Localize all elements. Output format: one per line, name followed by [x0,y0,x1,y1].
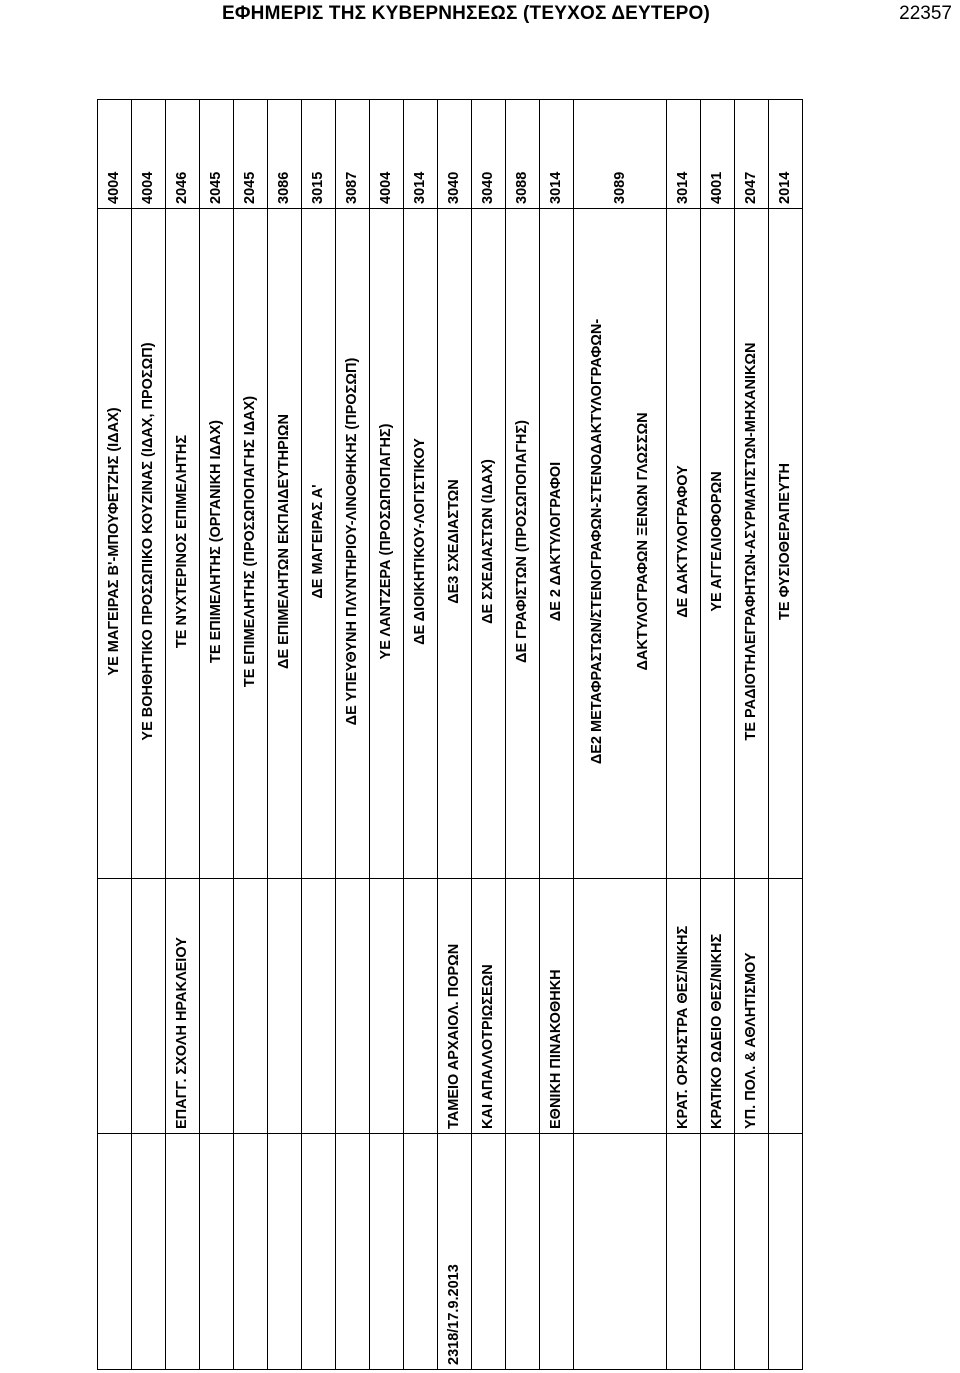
code-cell: 4004 [98,100,132,209]
specialty-cell: ΔΕ ΔΙΟΙΚΗΤΙΚΟΥ-ΛΟΓΙΣΤΙΚΟΥ [404,209,438,879]
table-row [370,100,404,1370]
service-cell: ΕΘΝΙΚΗ ΠΙΝΑΚΟΘΗΚΗ [540,879,574,1134]
table-row [506,100,540,1370]
service-cell: ΚΑΙ ΑΠΑΛΛΟΤΡΙΩΣΕΩΝ [472,879,506,1134]
table-row [200,100,234,1370]
decision-cell [234,1134,268,1370]
decision-cell [132,1134,166,1370]
table-row [132,100,166,1370]
specialty-cell: ΔΕ ΜΑΓΕΙΡΑΣ Α' [302,209,336,879]
code-cell: 2014 [769,100,803,209]
table-row [574,100,667,1370]
table-row [540,100,574,1370]
decision-cell [506,1134,540,1370]
service-cell [268,879,302,1134]
decision-cell [166,1134,200,1370]
service-cell [506,879,540,1134]
service-cell [200,879,234,1134]
service-cell [302,879,336,1134]
specialty-cell: ΤΕ ΦΥΣΙΟΘΕΡΑΠΕΥΤΗ [769,209,803,879]
code-cell: 3088 [506,100,540,209]
code-cell: 4004 [132,100,166,209]
specialty-cell: ΥΕ ΑΓΓΕΛΙΟΦΟΡΩΝ [701,209,735,879]
table-row [667,100,701,1370]
decision-cell [370,1134,404,1370]
table-row [438,100,472,1370]
service-cell: ΤΑΜΕΙΟ ΑΡΧΑΙΟΛ. ΠΟΡΩΝ [438,879,472,1134]
decision-cell [735,1134,769,1370]
table-row [701,100,735,1370]
specialty-cell: ΥΕ ΛΑΝΤΖΕΡΑ (ΠΡΟΣΩΠΟΠΑΓΗΣ) [370,209,404,879]
decision-cell [268,1134,302,1370]
code-cell: 3089 [574,100,667,209]
table-row [166,100,200,1370]
code-cell: 3014 [540,100,574,209]
specialty-cell: ΥΕ ΒΟΗΘΗΤΙΚΟ ΠΡΟΣΩΠΙΚΟ ΚΟΥΖΙΝΑΣ (ΙΔΑΧ, ΠΡΟΣΩΠ) [132,209,166,879]
table-row [302,100,336,1370]
decision-cell [200,1134,234,1370]
table-row [404,100,438,1370]
gazette-title: ΕΦΗΜΕΡΙΣ ΤΗΣ ΚΥΒΕΡΝΗΣΕΩΣ (ΤΕΥΧΟΣ ΔΕΥΤΕΡΟ) [222,3,710,24]
code-cell: 3014 [404,100,438,209]
service-cell [404,879,438,1134]
service-cell [370,879,404,1134]
specialty-cell: ΤΕ ΕΠΙΜΕΛΗΤΗΣ (ΠΡΟΣΩΠΟΠΑΓΗΣ ΙΔΑΧ) [234,209,268,879]
decision-cell: 2318/17.9.2013 [438,1134,472,1370]
decision-cell [574,1134,667,1370]
specialty-cell [574,209,667,879]
service-cell [336,879,370,1134]
decision-cell [98,1134,132,1370]
code-cell: 4001 [701,100,735,209]
table-row [472,100,506,1370]
table-row [769,100,803,1370]
decision-cell [404,1134,438,1370]
code-cell: 2045 [234,100,268,209]
code-cell: 3014 [667,100,701,209]
code-cell: 3015 [302,100,336,209]
service-cell: ΥΠ. ΠΟΛ. & ΑΘΛΗΤΙΣΜΟΥ [735,879,769,1134]
page-number: 22357 [899,3,952,24]
specialty-line-2: ΔΑΚΤΥΛΟΓΡΑΦΩΝ ΞΕΝΩΝ ΓΛΩΣΣΩΝ [635,412,651,671]
service-cell: ΚΡΑΤ. ΟΡΧΗΣΤΡΑ ΘΕΣ/ΝΙΚΗΣ [667,879,701,1134]
decision-cell [302,1134,336,1370]
service-cell [98,879,132,1134]
code-cell: 3040 [472,100,506,209]
service-cell: ΚΡΑΤΙΚΟ ΩΔΕΙΟ ΘΕΣ/ΝΙΚΗΣ [701,879,735,1134]
code-cell: 2045 [200,100,234,209]
decision-cell [701,1134,735,1370]
specialty-cell: ΔΕ ΓΡΑΦΙΣΤΩΝ (ΠΡΟΣΩΠΟΠΑΓΗΣ) [506,209,540,879]
code-cell: 3040 [438,100,472,209]
table-row [268,100,302,1370]
rotated-table-container [97,100,860,1370]
code-cell: 3086 [268,100,302,209]
specialty-line-1: ΔΕ2 ΜΕΤΑΦΡΑΣΤΩΝ/ΣΤΕΝΟΓΡΑΦΩΝ-ΣΤΕΝΟΔΑΚΤΥΛΟΓΡΑΦΩΝ- [589,318,605,765]
table-row [234,100,268,1370]
table-row [735,100,769,1370]
service-cell [574,879,667,1134]
specialties-table [97,99,803,1370]
decision-cell [336,1134,370,1370]
decision-cell [667,1134,701,1370]
specialty-cell: ΔΕ ΕΠΙΜΕΛΗΤΩΝ ΕΚΠΑΙΔΕΥΤΗΡΙΩΝ [268,209,302,879]
specialty-cell: ΥΕ ΜΑΓΕΙΡΑΣ Β'-ΜΠΟΥΦΕΤΖΗΣ (ΙΔΑΧ) [98,209,132,879]
table-row [98,100,132,1370]
service-cell [234,879,268,1134]
decision-cell [769,1134,803,1370]
code-cell: 2047 [735,100,769,209]
page-header [0,0,960,34]
decision-cell [540,1134,574,1370]
code-cell: 3087 [336,100,370,209]
table-row [336,100,370,1370]
service-cell [132,879,166,1134]
code-cell: 2046 [166,100,200,209]
specialty-cell: ΤΕ ΡΑΔΙΟΤΗΛΕΓΡΑΦΗΤΩΝ-ΑΣΥΡΜΑΤΙΣΤΩΝ-ΜΗΧΑΝΙΚΩΝ [735,209,769,879]
code-cell: 4004 [370,100,404,209]
specialty-cell: ΤΕ ΕΠΙΜΕΛΗΤΗΣ (ΟΡΓΑΝΙΚΗ ΙΔΑΧ) [200,209,234,879]
service-cell [769,879,803,1134]
decision-cell [472,1134,506,1370]
service-cell: ΕΠΑΓΓ. ΣΧΟΛΗ ΗΡΑΚΛΕΙΟΥ [166,879,200,1134]
specialty-cell: ΔΕ ΔΑΚΤΥΛΟΓΡΑΦΟΥ [667,209,701,879]
specialty-cell: ΔΕ ΥΠΕΥΘΥΝΗ ΠΛΥΝΤΗΡΙΟΥ-ΛΙΝΟΘΗΚΗΣ (ΠΡΟΣΩΠ) [336,209,370,879]
specialty-cell: ΔΕ 2 ΔΑΚΤΥΛΟΓΡΑΦΟΙ [540,209,574,879]
specialty-cell: ΔΕ3 ΣΧΕΔΙΑΣΤΩΝ [438,209,472,879]
specialty-cell: ΤΕ ΝΥΧΤΕΡΙΝΟΣ ΕΠΙΜΕΛΗΤΗΣ [166,209,200,879]
specialty-cell: ΔΕ ΣΧΕΔΙΑΣΤΩΝ (ΙΔΑΧ) [472,209,506,879]
